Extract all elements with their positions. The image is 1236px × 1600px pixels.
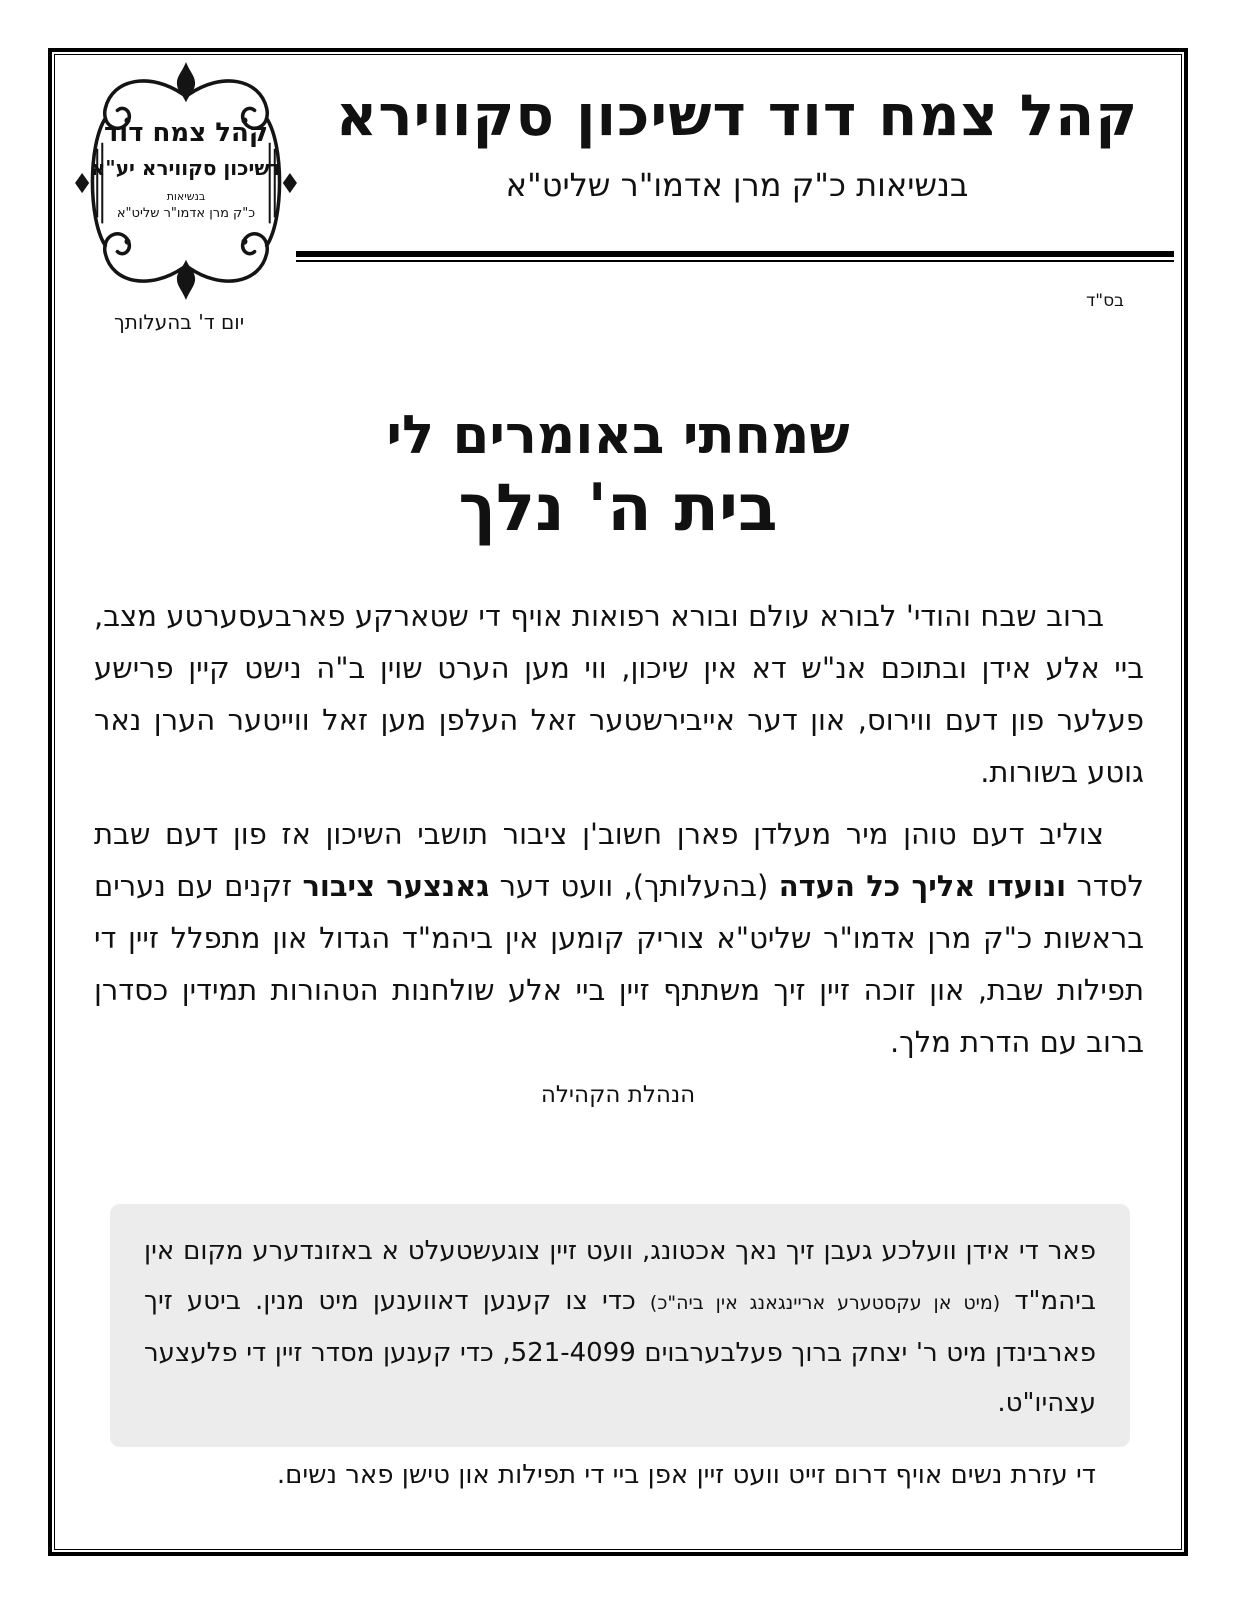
- main-heading-line-1: שמחתי באומרים לי: [386, 405, 850, 466]
- besd-mark: בס"ד: [1086, 291, 1124, 311]
- header-divider: [296, 251, 1174, 262]
- notice-paragraph-1-seg1: פאר די אידן וועלכע געבן זיך נאך אכטונג, וועט זיין צוגעשטעלט א באזונדערע מקום אין ביהמ"ד: [144, 1236, 1096, 1316]
- notice-paragraph-1-seg3: כדי צו קענען דאווענען מיט מנין. ביטע זיך פארבינדן מיט ר' יצחק ברוך פעלבערבוים 521-4099, כדי קענען מסדר זיין די פלעצער עצהיו"ט.: [144, 1286, 1096, 1418]
- notice-paragraph-1: [144, 1226, 1096, 1428]
- body-paragraph-2-seg1: צוליב דעם טוהן מיר מעלדן פארן חשוב'ן ציבור תושבי השיכון אז פון דעם שבת לסדר: [94, 817, 1144, 903]
- body-paragraph-2-seg5: זקנים עם נערים בראשות כ"ק מרן אדמו"ר שליט"א צוריק קומען אין ביהמ"ד הגדול און מתפלל זיין די תפילות שבת, און זוכה זיין זיך משתתף זיין ביי אלע שולחנות הטהורות תמידין כסדרן ברוב עם הדרת מלך.: [94, 869, 1144, 1059]
- logo-line-4: כ"ק מרן אדמו"ר שליט"א: [116, 206, 256, 221]
- body-paragraph-2-seg2-bold: ונועדו אליך כל העדה: [778, 869, 1067, 903]
- page-title: קהל צמח דוד דשיכון סקווירא: [335, 83, 1139, 149]
- logo-line-2: דשיכון סקווירא יע"א: [90, 156, 282, 180]
- notice-paragraph-1-parenthetical: (מיט אן עקסטערע אריינגאנג אין ביה"כ): [649, 1292, 1001, 1314]
- main-heading: [48, 404, 1188, 546]
- logo-line-1: קהל צמח דוד: [104, 118, 268, 148]
- congregation-logo: [70, 60, 302, 300]
- body-paragraph-2-seg4-bold: גאנצער ציבור: [302, 869, 490, 903]
- notice-paragraph-2: די עזרת נשים אויף דרום זייט וועט זיין אפן ביי די תפילות און טישן פאר נשים.: [276, 1460, 1096, 1490]
- notice-box: [110, 1204, 1130, 1490]
- page-subtitle: בנשיאות כ"ק מרן אדמו"ר שליט"א: [505, 165, 969, 204]
- logo-line-3: בנשיאות: [166, 190, 206, 203]
- date-line: יום ד' בהעלותך: [114, 310, 245, 334]
- body-paragraph-2: [94, 808, 1144, 1068]
- letterhead: [300, 84, 1174, 204]
- signature-line: הנהלת הקהילה: [540, 1082, 696, 1108]
- logo-ornament-icon: [70, 60, 302, 302]
- body-paragraph-1: ברוב שבח והודי' לבורא עולם ובורא רפואות אויף די שטארקע פארבעסערטע מצב, ביי אלע אידן ובתוכם אנ"ש דא אין שיכון, ווי מען הערט שוין ב"ה נישט קיין פרישע פעלער פון דעם ווירוס, און דער אייבירשטער זאל העלפן מען זאל ווייטער הערן נאר גוטע בשורות.: [94, 599, 1144, 789]
- main-heading-line-2: בית ה' נלך: [458, 470, 778, 546]
- letter-body: [94, 590, 1144, 1078]
- body-paragraph-2-seg3: (בהעלותך), וועט דער: [489, 869, 779, 903]
